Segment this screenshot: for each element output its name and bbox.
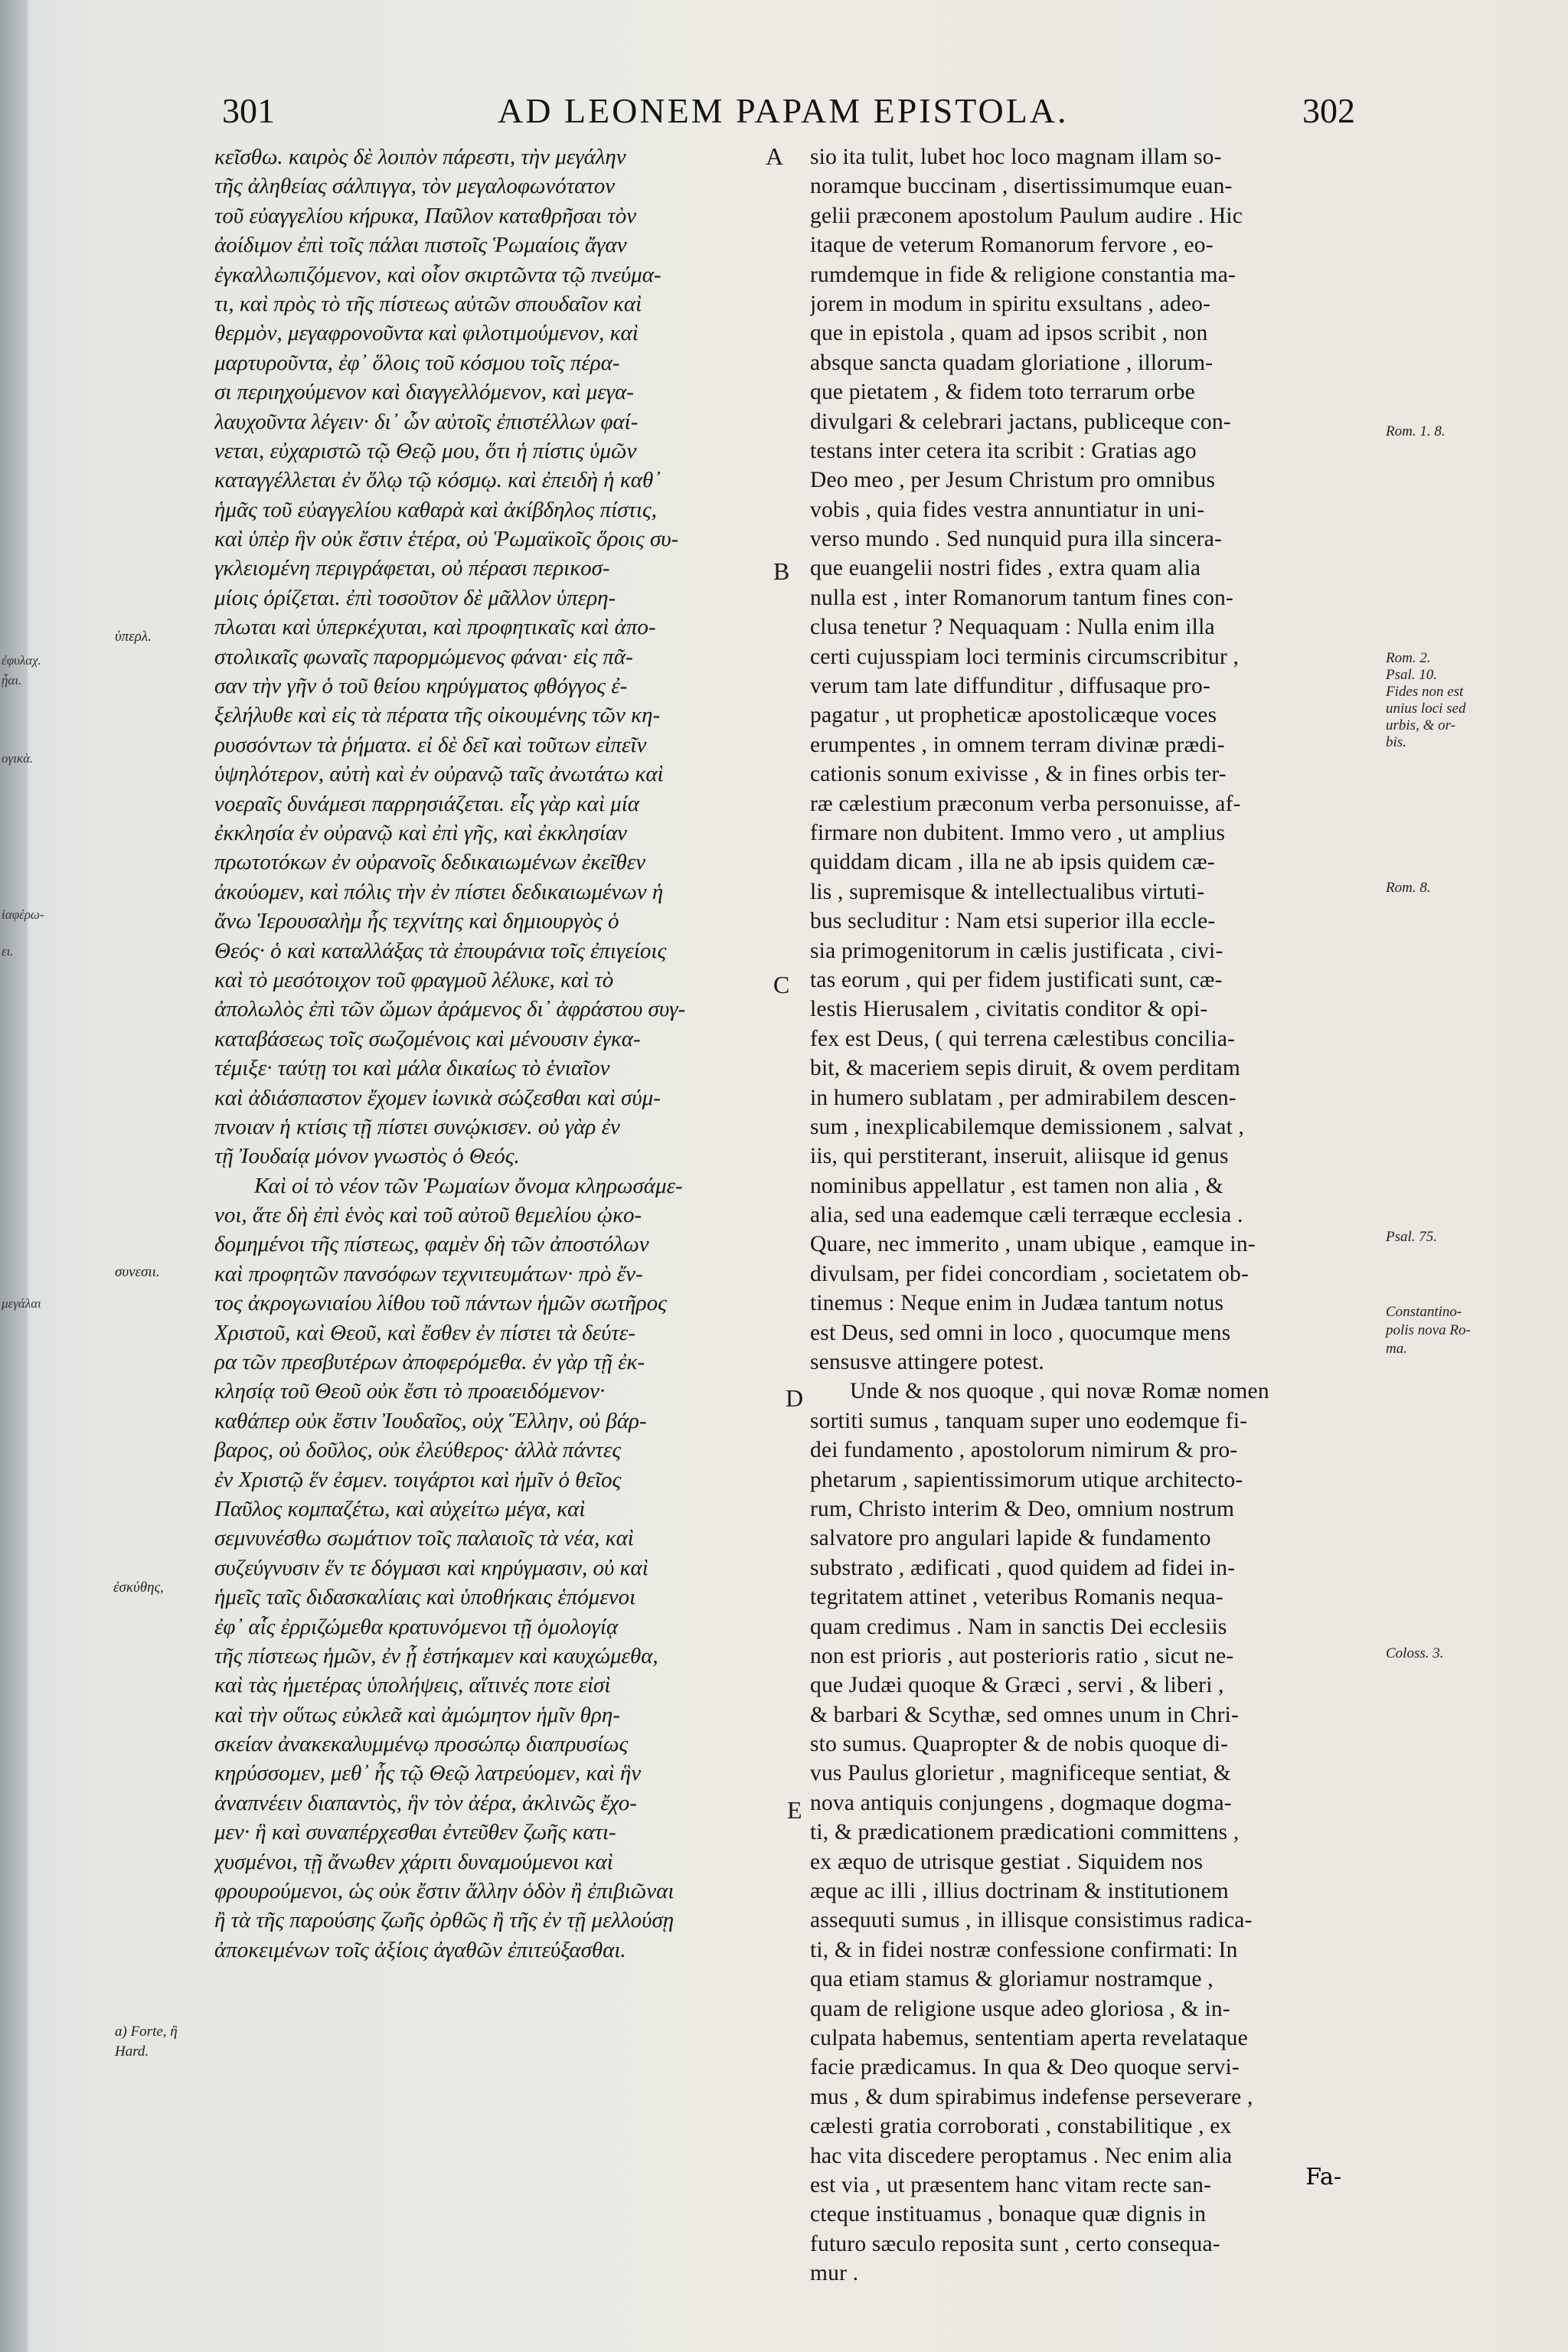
greek-text-line: πνοιαν ἡ κτίσις τῇ πίστει συνῴκισεν. οὐ γὰρ ἐν <box>214 1114 620 1139</box>
greek-text-line: Παῦλος κομπαζέτω, καὶ αὐχείτω μέγα, καὶ <box>214 1496 586 1521</box>
section-letter-d: D <box>786 1384 804 1412</box>
greek-text-line: νοι, ἅτε δὴ ἐπὶ ἑνὸς καὶ τοῦ αὐτοῦ θεμελίου ᾠκο- <box>214 1203 642 1228</box>
margin-note-psal-10: Psal. 10. <box>1386 667 1438 683</box>
section-letter-c: C <box>773 971 790 998</box>
edge-fragment-2: ᾗαι. <box>2 673 22 688</box>
latin-text-line: firmare non dubitent. Immo vero , ut amplius <box>810 820 1226 845</box>
margin-note-constantinopolis-3: ma. <box>1386 1341 1407 1357</box>
latin-text-line: Unde & nos quoque , qui novæ Romæ nomen <box>850 1379 1269 1404</box>
greek-text-line: λαυχοῦντα λέγειν· δι᾽ ὧν αὐτοῖς ἐπιστέλλων φαί- <box>214 409 639 434</box>
greek-text-line: καὶ τὴν οὕτως εὐκλεᾶ καὶ ἀμώμητον ἡμῖν θρη- <box>214 1702 620 1727</box>
margin-note-left-5: Hard. <box>115 2043 149 2060</box>
latin-text-line: facie prædicamus. In qua & Deo quoque servi- <box>810 2055 1240 2080</box>
page-number-right: 302 <box>1302 91 1355 130</box>
latin-text-line: que in epistola , quam ad ipsos scribit , non <box>810 321 1208 346</box>
latin-text-line: est Deus, sed omni in loco , quocumque mens <box>810 1320 1231 1345</box>
latin-text-line: verso mundo . Sed nunquid pura illa sincera- <box>810 527 1223 552</box>
greek-text-line: τοῦ εὐαγγελίου κήρυκα, Παῦλον καταθρῆσαι τὸν <box>214 203 637 228</box>
latin-text-line: hac vita discedere peroptamus . Nec enim alia <box>810 2143 1233 2168</box>
latin-text-line: iis, qui perstiterant, inseruit, aliisque id genus <box>810 1144 1229 1169</box>
margin-note-fides-3: urbis, & or- <box>1386 717 1455 733</box>
latin-text-line: rum, Christo interim & Deo, omnium nostrum <box>810 1496 1235 1521</box>
greek-text-line: ρυσσόντων τὰ ῥήματα. εἰ δὲ δεῖ καὶ τοῦτων εἰπεῖν <box>214 732 647 757</box>
greek-text-line: χυσμένοι, τῇ ἄνωθεν χάριτι δυναμούμενοι καὶ <box>214 1849 613 1874</box>
latin-text-line: ræ cælestium præconum verba personuisse, af- <box>810 791 1241 816</box>
latin-text-line: divulgari & celebrari jactans, publiceque con- <box>810 409 1231 434</box>
latin-text-line: salvatore pro angulari lapide & fundamento <box>810 1526 1211 1551</box>
greek-text-line: τῇ Ἰουδαίᾳ μόνον γνωστὸς ὁ Θεός. <box>214 1144 520 1169</box>
greek-text-line: γκλειομένη περιγράφεται, οὐ πέρασι περικοσ- <box>214 556 610 581</box>
greek-text-line: τῆς ἀληθείας σάλπιγγα, τὸν μεγαλοφωνότατον <box>214 174 616 199</box>
greek-text-line: μεν· ἣ καὶ συναπέρχεσθαι ἐντεῦθεν ζωῆς κατι- <box>214 1820 616 1845</box>
greek-text-line: νοεραῖς δυνάμεσι παρρησιάζεται. εἷς γὰρ καὶ μία <box>214 791 639 816</box>
latin-text-line: æque ac illi , illius doctrinam & institutionem <box>810 1879 1229 1904</box>
latin-text-line: itaque de veterum Romanorum fervore , eo- <box>810 233 1214 258</box>
greek-text-line: Θεός· ὁ καὶ καταλλάξας τὰ ἐπουράνια τοῖς ἐπιγείοις <box>214 938 667 963</box>
edge-fragment-5: ει. <box>2 944 14 959</box>
greek-text-line: καὶ προφητῶν πανσόφων τεχνιτευμάτων· πρὸ ἔν- <box>214 1261 643 1286</box>
latin-text-line: sio ita tulit, lubet hoc loco magnam illam so- <box>810 145 1222 169</box>
latin-text-line: erumpentes , in omnem terram divinæ prædi- <box>810 732 1225 757</box>
greek-text-line: σεμνυνέσθω σωμάτιον τοῖς παλαιοῖς τὰ νέα, καὶ <box>214 1526 634 1551</box>
greek-text-line: ἀοίδιμον ἐπὶ τοῖς πάλαι πιστοῖς Ῥωμαίοις ἄγαν <box>214 233 627 258</box>
margin-note-left-3: ἐσκύθης, <box>113 1579 164 1596</box>
margin-note-left-1: ὑπερλ. <box>115 629 152 645</box>
running-title: AD LEONEM PAPAM EPISTOLA. <box>498 91 1069 130</box>
greek-text-line: πλωται καὶ ὑπερκέχυται, καὶ προφητικαῖς καὶ ἀπο- <box>214 615 656 640</box>
latin-text-line: pagatur , ut propheticæ apostolicæque voces <box>810 703 1217 728</box>
greek-text-line: ἡμᾶς τοῦ εὐαγγελίου καθαρὰ καὶ ἀκίβδηλος πίστις, <box>214 497 657 522</box>
greek-text-line: καὶ τὰς ἡμετέρας ὑπολήψεις, αἵτινές ποτε εἰσὶ <box>214 1673 611 1698</box>
edge-fragment-1: ἐφυλαχ. <box>2 653 41 668</box>
greek-text-line: καταβάσεως τοῖς σωζομένοις καὶ μένουσιν ἐγκα- <box>214 1026 641 1051</box>
greek-text-line: πρωτοτόκων ἐν οὐρανοῖς δεδικαιωμένων ἐκεῖθεν <box>214 850 646 875</box>
latin-text-line: est via , ut præsentem hanc vitam recte san- <box>810 2172 1212 2197</box>
latin-text-line: clusa tenetur ? Nequaquam : Nulla enim illa <box>810 615 1215 640</box>
latin-text-line: que Judæi quoque & Græci , servi , & liberi , <box>810 1673 1224 1698</box>
latin-text-line: Deo meo , per Jesum Christum pro omnibus <box>810 468 1216 493</box>
latin-text-line: cteque instituamus , bonaque quæ dignis in <box>810 2202 1207 2227</box>
latin-text-line: lestis Hierusalem , civitatis conditor & opi- <box>810 997 1208 1022</box>
latin-text-line: quiddam dicam , illa ne ab ipsis quidem cæ- <box>810 850 1215 875</box>
greek-text-line: φρουρούμενοι, ὡς οὐκ ἔστιν ἄλλην ὁδὸν ἢ ἐπιβιῶναι <box>214 1879 675 1904</box>
greek-text-line: κλησίᾳ τοῦ Θεοῦ οὐκ ἔστι τὸ προαειδόμενον· <box>214 1379 606 1404</box>
greek-text-line: δομημένοι τῆς πίστεως, φαμὲν δὴ τῶν ἀποστόλων <box>214 1232 649 1257</box>
greek-text-line: ἐν Χριστῷ ἕν ἐσμεν. τοιγάρτοι καὶ ἡμῖν ὁ θεῖος <box>214 1467 622 1492</box>
greek-text-line: Χριστοῦ, καὶ Θεοῦ, καὶ ἔσθεν ἐν πίστει τὰ δεύτε- <box>214 1320 635 1345</box>
greek-text-line: καταγγέλλεται ἐν ὅλῳ τῷ κόσμῳ. καὶ ἐπειδὴ ἡ καθ᾽ <box>214 468 661 493</box>
running-header <box>222 90 1355 144</box>
margin-note-fides-4: bis. <box>1386 734 1406 750</box>
latin-text-line: cationis sonum exivisse , & in fines orbis ter- <box>810 762 1227 787</box>
catchword: Fa- <box>1305 2164 1341 2190</box>
greek-text-line: σι περιηχούμενον καὶ διαγγελλόμενον, καὶ μεγα- <box>214 380 634 405</box>
greek-text-line: ἀπολωλὸς ἐπὶ τῶν ὤμων ἀράμενος δι᾽ ἀφράστου συγ- <box>214 997 686 1022</box>
latin-text-line: verum tam late diffunditur , diffusaque pro- <box>810 674 1211 699</box>
latin-text-line: nominibus appellatur , est tamen non alia , & <box>810 1173 1223 1198</box>
binding-gutter <box>0 0 28 2352</box>
margin-note-fides-2: unius loci sed <box>1386 701 1466 717</box>
greek-text-line: ἢ τὰ τῆς παρούσης ζωῆς ὀρθῶς ἢ τῆς ἐν τῇ μελλούσῃ <box>214 1908 675 1933</box>
margin-note-coloss-3: Coloss. 3. <box>1386 1645 1444 1661</box>
margin-note-rom-2: Rom. 2. <box>1386 650 1431 666</box>
latin-text-line: sortiti sumus , tanquam super uno eodemque fi- <box>810 1408 1248 1433</box>
latin-text-line: ti, & in fidei nostræ confessione confirmati: In <box>810 1937 1238 1962</box>
latin-text-line: futuro sæculo reposita sunt , certo consequa- <box>810 2231 1220 2256</box>
latin-text-line: cælesti gratia corroborati , constabilitique , ex <box>810 2114 1232 2139</box>
latin-text-line: nulla est , inter Romanorum tantum fines con- <box>810 585 1233 610</box>
greek-text-line: τι, καὶ πρὸς τὸ τῆς πίστεως αὐτῶν σπουδαῖον καὶ <box>214 291 642 316</box>
greek-text-line: ἐκκλησία ἐν οὐρανῷ καὶ ἐπὶ γῆς, καὶ ἐκκλησίαν <box>214 820 628 845</box>
latin-text-line: tas eorum , qui per fidem justificati sunt, cæ- <box>810 967 1223 992</box>
latin-text-line: fex est Deus, ( qui terrena cælestibus concilia- <box>810 1026 1236 1051</box>
greek-text-line: μίοις ὁρίζεται. ἐπὶ τοσοῦτον δὲ μᾶλλον ὑπερη- <box>214 585 616 610</box>
greek-text-line: στολικαῖς φωναῖς παρορμώμενος φάναι· εἰς πᾶ- <box>214 644 633 669</box>
latin-text-line: assequuti sumus , in illisque consistimus radica- <box>810 1908 1253 1933</box>
latin-text-line: non est prioris , aut posterioris ratio , sicut ne- <box>810 1643 1234 1668</box>
margin-note-psal-75: Psal. 75. <box>1386 1229 1438 1245</box>
latin-text-line: que euangelii nostri fides , extra quam alia <box>810 556 1201 581</box>
latin-text-line: sensusve attingere potest. <box>810 1350 1044 1375</box>
greek-text-line: ἐγκαλλωπιζόμενον, καὶ οἷον σκιρτῶντα τῷ πνεύμα- <box>214 262 662 287</box>
greek-text-line: τέμιξε· ταύτῃ τοι καὶ μάλα δικαίως τὸ ἑνιαῖον <box>214 1056 610 1081</box>
latin-text-line: tinemus : Neque enim in Judæa tantum notus <box>810 1291 1224 1316</box>
latin-text-line: quam de religione usque adeo gloriosa , & in- <box>810 1996 1230 2021</box>
latin-text-line: culpata habemus, sententiam aperta revelataque <box>810 2026 1248 2050</box>
greek-text-line: κηρύσσομεν, μεθ᾽ ἧς τῷ Θεῷ λατρεύομεν, καὶ ἣν <box>214 1761 642 1786</box>
latin-text-line: tegritatem attinet , veteribus Romanis nequa- <box>810 1585 1223 1610</box>
section-letter-e: E <box>787 1796 802 1824</box>
margin-note-rom-8: Rom. 8. <box>1386 880 1431 896</box>
latin-text-line: jorem in modum in spiritu exsultans , adeo- <box>810 291 1211 316</box>
latin-text-line: vobis , quia fides vestra annuntiatur in uni- <box>810 497 1205 522</box>
latin-text-line: qua etiam stamus & gloriamur nostramque , <box>810 1967 1214 1992</box>
margin-note-fides-1: Fides non est <box>1386 684 1464 700</box>
latin-text-line: phetarum , sapientissimorum utique architecto- <box>810 1467 1243 1492</box>
latin-text-line: bit, & maceriem sepis diruit, & ovem perditam <box>810 1056 1240 1081</box>
greek-text-line: καὶ ἀδιάσπαστον ἔχομεν ἰωνικὰ σώζεσθαι καὶ σύμ- <box>214 1085 661 1110</box>
latin-text-line: sto sumus. Quapropter & de nobis quoque di- <box>810 1732 1229 1757</box>
greek-text-line: μαρτυροῦντα, ἐφ᾽ ὅλοις τοῦ κόσμου τοῖς πέρα- <box>214 350 620 375</box>
greek-text-column <box>214 142 750 1965</box>
latin-text-line: noramque buccinam , disertissimumque euan- <box>810 174 1233 199</box>
latin-text-line: mus , & dum spirabimus indefense perseverare , <box>810 2084 1253 2109</box>
section-letter-b: B <box>773 557 790 585</box>
greek-text-line: βαρος, οὐ δοῦλος, οὐκ ἐλεύθερος· ἀλλὰ πάντες <box>214 1438 622 1463</box>
latin-text-line: certi cujusspiam loci terminis circumscribitur , <box>810 644 1240 669</box>
latin-text-line: & barbari & Scythæ, sed omnes unum in Chri- <box>810 1702 1240 1727</box>
section-letter-a: A <box>766 142 784 170</box>
edge-fragment-4: ἰαφέρω- <box>2 907 44 922</box>
edge-fragment-6: μεγάλαι <box>2 1296 41 1311</box>
latin-text-line: lis , supremisque & intellectualibus virtuti- <box>810 879 1205 904</box>
latin-text-line: bus secluditur : Nam etsi superior illa eccle- <box>810 909 1216 934</box>
greek-text-line: ἀποκειμένων τοῖς ἀξίοις ἀγαθῶν ἐπιτεύξασθαι. <box>214 1937 626 1962</box>
margin-note-constantinopolis-2: polis nova Ro- <box>1386 1322 1471 1338</box>
greek-text-line: ἀκούομεν, καὶ πόλις τὴν ἐν πίστει δεδικαιωμένων ἡ <box>214 879 664 904</box>
latin-text-line: alia, sed una eademque cæli terræque ecclesia . <box>810 1203 1243 1228</box>
margin-note-rom-1-8: Rom. 1. 8. <box>1386 423 1446 439</box>
greek-text-line: τῆς πίστεως ἡμῶν, ἐν ᾗ ἑστήκαμεν καὶ καυχώμεθα, <box>214 1643 658 1668</box>
greek-text-line: ἡμεῖς ταῖς διδασκαλίαις καὶ ὑποθήκαις ἑπόμενοι <box>214 1585 636 1610</box>
greek-text-line: συζεύγνυσιν ἕν τε δόγμασι καὶ κηρύγμασιν, οὐ καὶ <box>214 1555 648 1580</box>
page-number-left: 301 <box>222 91 275 130</box>
greek-text-line: τος ἀκρογωνιαίου λίθου τοῦ πάντων ἡμῶν σωτῆρος <box>214 1291 667 1316</box>
greek-text-line: καὶ τὸ μεσότοιχον τοῦ φραγμοῦ λέλυκε, καὶ τὸ <box>214 967 614 992</box>
greek-text-line: Καὶ οἱ τὸ νέον τῶν Ῥωμαίων ὄνομα κληρωσάμε- <box>254 1173 683 1198</box>
greek-text-line: νεται, εὐχαριστῶ τῷ Θεῷ μου, ὅτι ἡ πίστις ὑμῶν <box>214 438 637 463</box>
latin-text-line: sia primogenitorum in cælis justificata , civi- <box>810 938 1223 963</box>
greek-text-line: ἄνω Ἱερουσαλὴμ ἧς τεχνίτης καὶ δημιουργὸς ὁ <box>214 909 619 934</box>
greek-text-line: θερμὸν, μεγαφρονοῦντα καὶ φιλοτιμούμενον, καὶ <box>214 321 639 346</box>
greek-text-line: ρα τῶν πρεσβυτέρων ἀποφερόμεθα. ἐν γὰρ τῇ ἐκ- <box>214 1350 645 1375</box>
greek-text-line: κεῖσθω. καιρὸς δὲ λοιπὸν πάρεστι, τὴν μεγάλην <box>214 145 626 169</box>
latin-text-column <box>810 142 1377 2288</box>
latin-text-line: vus Paulus glorietur , magnificeque sentiat, & <box>810 1761 1231 1786</box>
margin-note-left-2: συνεσιι. <box>115 1264 160 1280</box>
latin-text-line: ti, & prædicationem prædicationi committens , <box>810 1820 1240 1845</box>
greek-text-line: καθάπερ οὐκ ἔστιν Ἰουδαῖος, οὐχ Ἕλλην, οὐ βάρ- <box>214 1408 647 1433</box>
latin-text-line: Quare, nec immerito , unam ubique , eamque in- <box>810 1232 1256 1257</box>
latin-text-line: sum , inexplicabilemque demissionem , salvat , <box>810 1114 1245 1139</box>
greek-text-line: ξελήλυθε καὶ εἰς τὰ πέρατα τῆς οἰκουμένης τῶν κη- <box>214 703 661 728</box>
greek-text-line: ἀναπνέειν διαπαντὸς, ἣν τὸν ἀέρα, ἀκλινῶς ἔχο- <box>214 1790 637 1815</box>
latin-text-line: dei fundamento , apostolorum nimirum & pro- <box>810 1438 1238 1463</box>
latin-text-line: testans inter cetera ita scribit : Gratias ago <box>810 438 1197 463</box>
latin-text-line: divulsam, per fidei concordiam , societatem ob- <box>810 1261 1249 1286</box>
latin-text-line: absque sancta quadam gloriatione , illorum- <box>810 350 1214 375</box>
latin-text-line: in humero sublatam , per admirabilem descen- <box>810 1085 1236 1110</box>
margin-note-constantinopolis-1: Constantino- <box>1386 1304 1462 1320</box>
greek-text-line: ὑψηλότερον, αὐτὴ καὶ ἐν οὐρανῷ ταῖς ἀνωτάτω καὶ <box>214 762 664 787</box>
latin-text-line: rumdemque in fide & religione constantia ma- <box>810 262 1236 287</box>
greek-text-line: σαν τὴν γῆν ὁ τοῦ θείου κηρύγματος φθόγγος ἐ- <box>214 674 628 699</box>
latin-text-line: nova antiquis conjungens , dogmaque dogma- <box>810 1790 1232 1815</box>
greek-text-line: ἐφ᾽ αἷς ἐρριζώμεθα κρατυνόμενοι τῇ ὁμολογίᾳ <box>214 1614 619 1639</box>
greek-text-line: σκείαν ἀνακεκαλυμμένῳ προσώπῳ διαπρυσίως <box>214 1732 629 1757</box>
latin-text-line: gelii præconem apostolum Paulum audire . Hic <box>810 203 1243 228</box>
latin-text-line: substrato , ædificati , quod quidem ad fidei in- <box>810 1555 1236 1580</box>
latin-text-line: que pietatem , & fidem toto terrarum orbe <box>810 380 1195 405</box>
greek-text-line: καὶ ὑπὲρ ἣν οὐκ ἔστιν ἑτέρα, οὐ Ῥωμαϊκοῖς ὅροις συ- <box>214 527 679 552</box>
latin-text-line: mur . <box>810 2261 859 2286</box>
latin-text-line: ex æquo de utrisque gestiat . Siquidem nos <box>810 1849 1204 1874</box>
latin-text-line: quam credimus . Nam in sanctis Dei ecclesiis <box>810 1614 1227 1639</box>
margin-note-left-4: a) Forte, ἢ <box>115 2024 178 2040</box>
edge-fragment-3: ογικὰ. <box>2 751 34 766</box>
